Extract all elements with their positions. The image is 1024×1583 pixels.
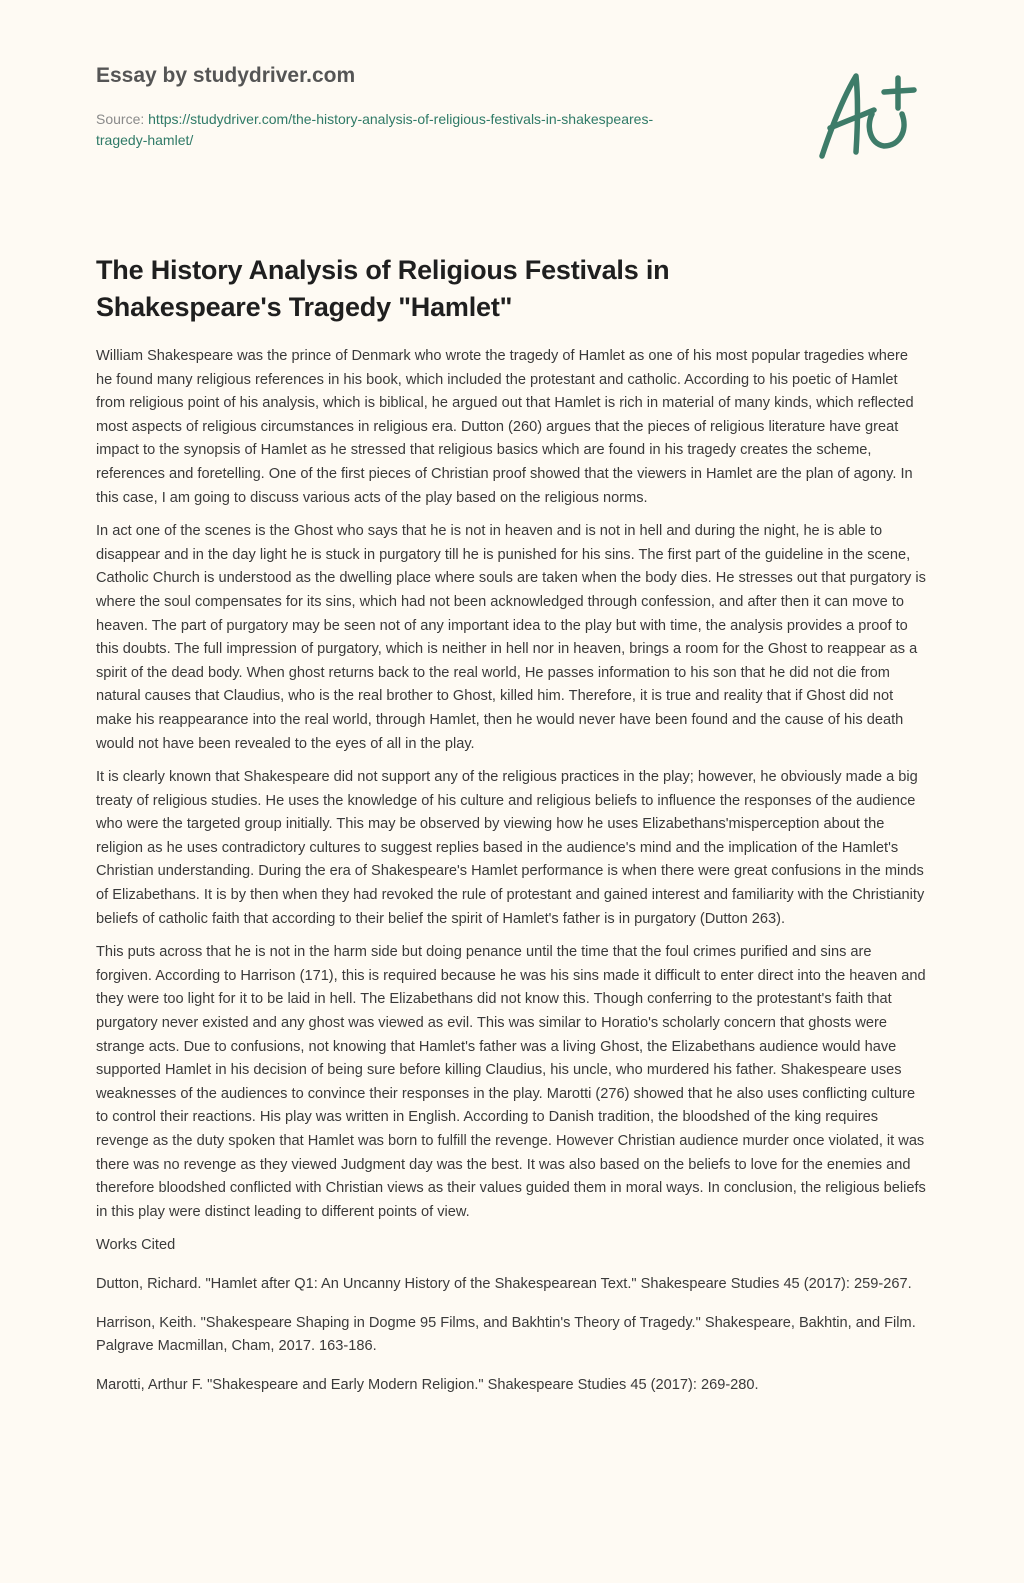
citation-dutton: Dutton, Richard. "Hamlet after Q1: An Uncanny History of the Shakespearean Text." Shakespeare Studies 45 (2017): 259-267.	[96, 1275, 912, 1292]
paragraph-4: This puts across that he is not in the harm side but doing penance until the time that the foul crimes purified and sins are forgiven. According to Harrison (171), this is required because he was his sins made it difficult to enter direct into the heaven and they were too light for it to be laid in hell. The Elizabethans did not know this. Though conferring to the protestant's faith that purgatory never existed and any ghost was viewed as evil. This was similar to Horatio's scholarly concern that ghosts were strange acts. Due to confusions, not knowing that Hamlet's father was a living Ghost, the Elizabethans audience would have supported Hamlet in his decision of being sure before killing Claudius, his uncle, who murdered his father. Shakespeare uses weaknesses of the audiences to convince their responses in the play. Marotti (276) showed that he also uses conflicting culture to control their reactions. His play was written in English. According to Danish tradition, the bloodshed of the king requires revenge as the duty spoken that Hamlet was born to fulfill the revenge. However Christian audience murder once violated, it was there was no revenge as they viewed Judgment day was the best. It was also based on the beliefs to love for the enemies and therefore bloodshed conflicted with Christian views as their values guided them in moral ways. In conclusion, the religious beliefs in this play were distinct leading to different points of view.	[96, 944, 926, 1220]
source-url-line1: https://studydriver.com/the-history-analysis-of-religious-festivals-in-shakespeares-	[148, 111, 654, 127]
paragraph-2: In act one of the scenes is the Ghost who says that he is not in heaven and is not in hell and during the night, he is able to disappear and in the day light he is stuck in purgatory till he is punished for his sins. The first part of the guideline in the scene, Catholic Church is understood as the dwelling place where souls are taken when the body dies. He stresses out that purgatory is where the soul compensates for its sins, which had not been acknowledged through confession, and after then it can move to heaven. The part of purgatory may be seen not of any important idea to the play but with time, the analysis provides a proof to this doubts. The full impression of purgatory, which is neither in hell nor in heaven, brings a room for the Ghost to reappear as a spirit of the dead body. When ghost returns back to the real world, He passes information to his son that he did not die from natural causes that Claudius, who is the real brother to Ghost, killed him. Therefore, it is true and reality that if Ghost did not make his reappearance into the real world, through Hamlet, then he would never have been found and the cause of his death would not have been revealed to the eyes of all in the play.	[96, 523, 926, 752]
citation-marotti: Marotti, Arthur F. "Shakespeare and Early Modern Religion." Shakespeare Studies 45 (2017): 269-280.	[96, 1376, 759, 1393]
source-link[interactable]	[96, 111, 653, 148]
article-title-line2: Shakespeare's Tragedy "Hamlet"	[96, 292, 513, 322]
source-url-line2: tragedy-hamlet/	[96, 132, 194, 148]
article-title-line1: The History Analysis of Religious Festivals in	[96, 255, 670, 285]
paragraph-3: It is clearly known that Shakespeare did not support any of the religious practices in the play; however, he obviously made a big treaty of religious studies. He uses the knowledge of his culture and religious beliefs to influence the responses of the audience who were the targeted group initially. This may be observed by viewing how he uses Elizabethans'misperception about the religion as he uses contradictory cultures to suggest replies based in the audience's mind and the implication of the Hamlet's Christian understanding. During the era of Shakespeare's Hamlet performance is when there were great confusions in the minds of Elizabethans. It is by then when they had revoked the rule of protestant and gained interest and familiarity with the Christianity beliefs of catholic faith that according to their belief the spirit of Hamlet's father is in purgatory (Dutton 263).	[96, 769, 925, 927]
page-header	[96, 62, 796, 151]
a-plus-logo-icon	[812, 66, 922, 166]
article	[96, 252, 926, 1412]
paragraph-1: William Shakespeare was the prince of Denmark who wrote the tragedy of Hamlet as one of his most popular tragedies where he found many religious references in his book, which included the protestant and catholic. According to his poetic of Hamlet from religious point of his analysis, which is biblical, he argued out that Hamlet is rich in material of many kinds, which reflected most aspects of religious circumstances in religious era. Dutton (260) argues that the pieces of religious literature have great impact to the synopsis of Hamlet as he stressed that religious basics which are found in his tragedy creates the scheme, references and foretelling. One of the first pieces of Christian proof showed that the viewers in Hamlet are the plan of agony. In this case, I am going to discuss various acts of the play based on the religious norms.	[96, 348, 914, 506]
article-title	[96, 252, 926, 326]
works-cited-heading: Works Cited	[96, 1237, 176, 1254]
site-title: Essay by studydriver.com	[96, 64, 356, 87]
source-label: Source:	[96, 111, 149, 127]
citation-harrison: Harrison, Keith. "Shakespeare Shaping in Dogme 95 Films, and Bakhtin's Theory of Tragedy." Shakespeare, Bakhtin, and Film. Palgrave Macmillan, Cham, 2017. 163-186.	[96, 1314, 916, 1355]
source-line	[96, 109, 796, 151]
